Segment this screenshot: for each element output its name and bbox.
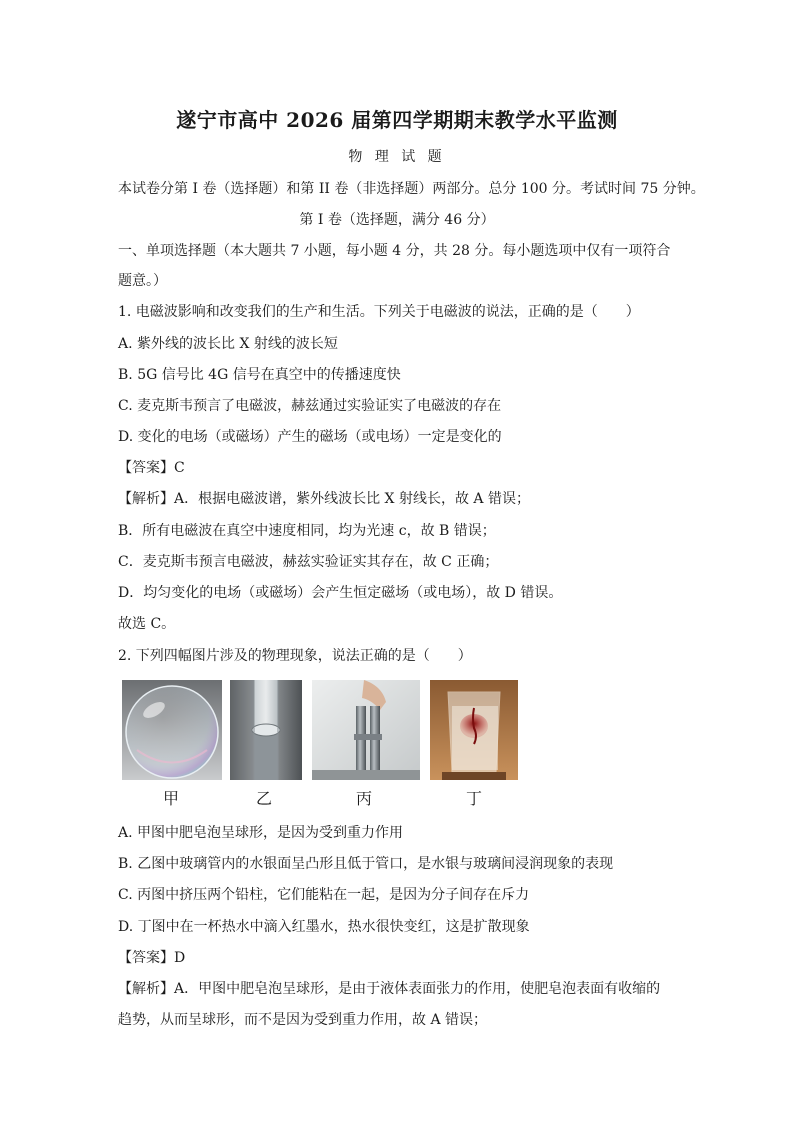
figure-label-ding: 丁 — [466, 789, 483, 808]
q1-analysis-line: C．麦克斯韦预言电磁波，赫兹实验证实其存在，故 C 正确； — [118, 554, 499, 570]
q2-analysis-line: 【解析】A．甲图中肥皂泡呈球形，是由于液体表面张力的作用，使肥皂泡表面有收缩的 — [118, 981, 661, 997]
section-title: 第 I 卷（选择题，满分 46 分） — [299, 212, 495, 228]
figure-label-jia: 甲 — [163, 789, 180, 808]
exam-subtitle: 物 理 试 题 — [348, 149, 446, 165]
exam-intro: 本试卷分第 I 卷（选择题）和第 II 卷（非选择题）两部分。总分 100 分。考试时间 75 分钟。 — [118, 181, 705, 197]
q2-option-d: D. 丁图中在一杯热水中滴入红墨水，热水很快变红，这是扩散现象 — [118, 919, 530, 935]
q2-answer: 【答案】D — [118, 950, 186, 966]
q2-option-a: A. 甲图中肥皂泡呈球形，是因为受到重力作用 — [118, 825, 404, 841]
glass-tube-mercury-image — [230, 680, 302, 780]
q1-option-d: D. 变化的电场（或磁场）产生的磁场（或电场）一定是变化的 — [118, 429, 502, 445]
q2-stem: 2. 下列四幅图片涉及的物理现象，说法正确的是（ ） — [118, 648, 472, 664]
q2-option-c: C. 丙图中挤压两个铅柱，它们能粘在一起，是因为分子间存在斥力 — [118, 887, 530, 903]
q1-stem: 1. 电磁波影响和改变我们的生产和生活。下列关于电磁波的说法，正确的是（ ） — [118, 304, 640, 320]
part-heading-line1: 一、单项选择题（本大题共 7 小题，每小题 4 分，共 28 分。每小题选项中仅有一项符合 — [118, 243, 671, 259]
q1-answer: 【答案】C — [118, 460, 185, 476]
part-heading-line2: 题意。） — [118, 273, 167, 289]
lead-cylinders-image — [312, 680, 420, 780]
q1-option-a: A. 紫外线的波长比 X 射线的波长短 — [118, 336, 338, 352]
q1-analysis-line: D．均匀变化的电场（或磁场）会产生恒定磁场（或电场），故 D 错误。 — [118, 585, 563, 601]
figure-label-bing: 丙 — [356, 789, 373, 808]
q1-option-c: C. 麦克斯韦预言了电磁波，赫兹通过实验证实了电磁波的存在 — [118, 398, 502, 414]
q2-analysis-line: 趋势，从而呈球形，而不是因为受到重力作用，故 A 错误； — [118, 1012, 488, 1028]
figure-label-yi: 乙 — [256, 789, 273, 808]
q2-option-b: B. 乙图中玻璃管内的水银面呈凸形且低于管口，是水银与玻璃间浸润现象的表现 — [118, 856, 614, 872]
q1-conclusion: 故选 C。 — [118, 616, 176, 632]
ink-in-water-image — [430, 680, 518, 780]
exam-title: 遂宁市高中 2026 届第四学期期末教学水平监测 — [176, 108, 618, 132]
soap-bubble-image — [122, 680, 222, 780]
q1-analysis-line: 【解析】A．根据电磁波谱，紫外线波长比 X 射线长，故 A 错误； — [118, 491, 530, 507]
q1-option-b: B. 5G 信号比 4G 信号在真空中的传播速度快 — [118, 367, 401, 383]
q1-analysis-line: B．所有电磁波在真空中速度相同，均为光速 c，故 B 错误； — [118, 523, 496, 539]
